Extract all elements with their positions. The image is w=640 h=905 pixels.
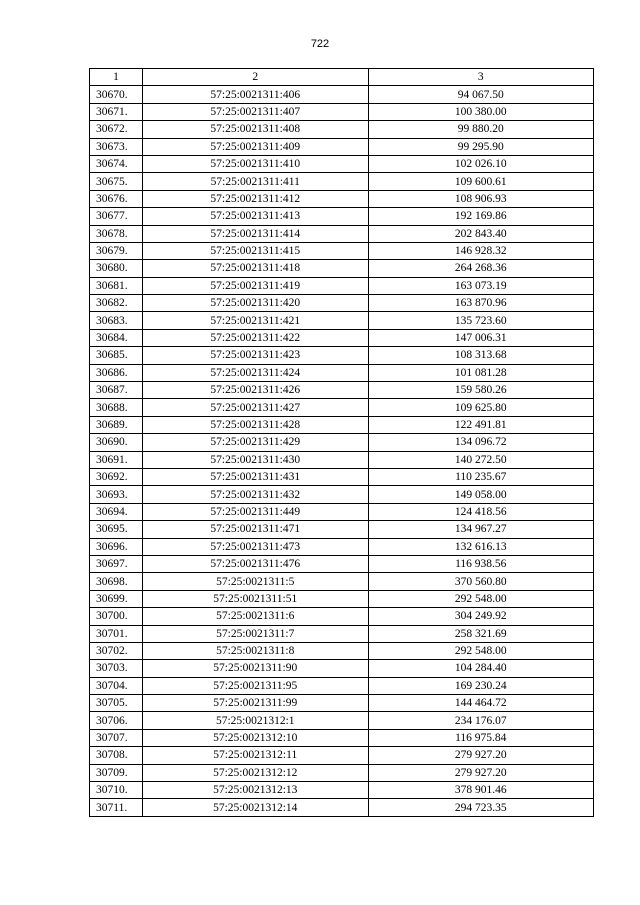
cadastral-number-cell: 57:25:0021311:412 <box>142 190 368 207</box>
cadastral-number-cell: 57:25:0021311:411 <box>142 173 368 190</box>
cadastral-value-cell: 134 096.72 <box>368 434 593 451</box>
cadastral-value-cell: 192 169.86 <box>368 208 593 225</box>
row-index-cell: 30690. <box>90 434 143 451</box>
cadastral-number-cell: 57:25:0021311:5 <box>142 573 368 590</box>
cadastral-value-cell: 124 418.56 <box>368 503 593 520</box>
cadastral-value-cell: 163 870.96 <box>368 295 593 312</box>
table-row <box>90 138 594 155</box>
table-row <box>90 225 594 242</box>
table-body <box>90 69 594 817</box>
row-index-cell: 30695. <box>90 521 143 538</box>
table-row <box>90 382 594 399</box>
row-index-cell: 30673. <box>90 138 143 155</box>
table-row <box>90 660 594 677</box>
row-index-cell: 30687. <box>90 382 143 399</box>
cadastral-number-cell: 57:25:0021311:431 <box>142 468 368 485</box>
cadastral-number-cell: 57:25:0021311:421 <box>142 312 368 329</box>
row-index-cell: 30678. <box>90 225 143 242</box>
table-row <box>90 277 594 294</box>
cadastral-value-cell: 370 560.80 <box>368 573 593 590</box>
row-index-cell: 30708. <box>90 747 143 764</box>
cadastral-value-cell: 110 235.67 <box>368 468 593 485</box>
cadastral-value-cell: 134 967.27 <box>368 521 593 538</box>
row-index-cell: 30707. <box>90 729 143 746</box>
table-row <box>90 608 594 625</box>
cadastral-number-cell: 57:25:0021311:476 <box>142 555 368 572</box>
table-row <box>90 103 594 120</box>
table-row <box>90 486 594 503</box>
cadastral-number-cell: 57:25:0021311:426 <box>142 382 368 399</box>
row-index-cell: 30691. <box>90 451 143 468</box>
table-row <box>90 677 594 694</box>
table-row <box>90 712 594 729</box>
cadastral-value-cell: 279 927.20 <box>368 764 593 781</box>
cadastral-value-cell: 163 073.19 <box>368 277 593 294</box>
cadastral-number-cell: 57:25:0021311:428 <box>142 416 368 433</box>
row-index-cell: 30672. <box>90 121 143 138</box>
table-row <box>90 242 594 259</box>
cadastral-value-cell: 122 491.81 <box>368 416 593 433</box>
cadastral-value-cell: 116 938.56 <box>368 555 593 572</box>
table-row <box>90 729 594 746</box>
cadastral-value-cell: 140 272.50 <box>368 451 593 468</box>
table-row <box>90 190 594 207</box>
row-index-cell: 30684. <box>90 329 143 346</box>
cadastral-number-cell: 57:25:0021311:414 <box>142 225 368 242</box>
table-row <box>90 573 594 590</box>
column-header-value: 3 <box>368 69 593 86</box>
cadastral-number-cell: 57:25:0021311:419 <box>142 277 368 294</box>
row-index-cell: 30680. <box>90 260 143 277</box>
cadastral-number-cell: 57:25:0021311:422 <box>142 329 368 346</box>
row-index-cell: 30675. <box>90 173 143 190</box>
row-index-cell: 30711. <box>90 799 143 816</box>
row-index-cell: 30706. <box>90 712 143 729</box>
row-index-cell: 30692. <box>90 468 143 485</box>
table-row <box>90 399 594 416</box>
cadastral-value-cell: 116 975.84 <box>368 729 593 746</box>
cadastral-value-cell: 264 268.36 <box>368 260 593 277</box>
cadastral-number-cell: 57:25:0021311:95 <box>142 677 368 694</box>
cadastral-value-cell: 147 006.31 <box>368 329 593 346</box>
cadastral-number-cell: 57:25:0021311:90 <box>142 660 368 677</box>
cadastral-number-cell: 57:25:0021311:473 <box>142 538 368 555</box>
table-row <box>90 347 594 364</box>
table-row <box>90 86 594 103</box>
table-row <box>90 364 594 381</box>
table-row <box>90 451 594 468</box>
cadastral-value-cell: 292 548.00 <box>368 642 593 659</box>
row-index-cell: 30686. <box>90 364 143 381</box>
cadastral-value-table <box>89 68 594 817</box>
cadastral-number-cell: 57:25:0021311:407 <box>142 103 368 120</box>
cadastral-number-cell: 57:25:0021311:429 <box>142 434 368 451</box>
table-row <box>90 295 594 312</box>
cadastral-number-cell: 57:25:0021311:408 <box>142 121 368 138</box>
row-index-cell: 30701. <box>90 625 143 642</box>
cadastral-number-cell: 57:25:0021312:12 <box>142 764 368 781</box>
row-index-cell: 30702. <box>90 642 143 659</box>
row-index-cell: 30681. <box>90 277 143 294</box>
cadastral-number-cell: 57:25:0021311:471 <box>142 521 368 538</box>
row-index-cell: 30698. <box>90 573 143 590</box>
cadastral-value-cell: 202 843.40 <box>368 225 593 242</box>
cadastral-value-cell: 100 380.00 <box>368 103 593 120</box>
cadastral-number-cell: 57:25:0021311:410 <box>142 155 368 172</box>
table-row <box>90 468 594 485</box>
cadastral-value-cell: 109 600.61 <box>368 173 593 190</box>
cadastral-number-cell: 57:25:0021311:413 <box>142 208 368 225</box>
row-index-cell: 30697. <box>90 555 143 572</box>
table-row <box>90 312 594 329</box>
table-row <box>90 173 594 190</box>
cadastral-value-cell: 108 906.93 <box>368 190 593 207</box>
row-index-cell: 30683. <box>90 312 143 329</box>
cadastral-number-cell: 57:25:0021311:6 <box>142 608 368 625</box>
table-row <box>90 416 594 433</box>
cadastral-value-cell: 144 464.72 <box>368 695 593 712</box>
cadastral-number-cell: 57:25:0021312:14 <box>142 799 368 816</box>
cadastral-value-cell: 149 058.00 <box>368 486 593 503</box>
row-index-cell: 30685. <box>90 347 143 364</box>
table-row <box>90 642 594 659</box>
cadastral-number-cell: 57:25:0021311:423 <box>142 347 368 364</box>
cadastral-number-cell: 57:25:0021311:424 <box>142 364 368 381</box>
cadastral-value-cell: 234 176.07 <box>368 712 593 729</box>
page-number: 722 <box>310 38 330 50</box>
cadastral-number-cell: 57:25:0021311:449 <box>142 503 368 520</box>
table-row <box>90 538 594 555</box>
cadastral-number-cell: 57:25:0021312:10 <box>142 729 368 746</box>
table-row <box>90 503 594 520</box>
cadastral-number-cell: 57:25:0021311:8 <box>142 642 368 659</box>
table-row <box>90 590 594 607</box>
table-row <box>90 260 594 277</box>
cadastral-number-cell: 57:25:0021311:99 <box>142 695 368 712</box>
cadastral-number-cell: 57:25:0021312:11 <box>142 747 368 764</box>
cadastral-value-cell: 132 616.13 <box>368 538 593 555</box>
cadastral-value-cell: 292 548.00 <box>368 590 593 607</box>
row-index-cell: 30704. <box>90 677 143 694</box>
table-header-row <box>90 69 594 86</box>
cadastral-number-cell: 57:25:0021311:418 <box>142 260 368 277</box>
table-row <box>90 329 594 346</box>
table-row <box>90 782 594 799</box>
cadastral-number-cell: 57:25:0021311:406 <box>142 86 368 103</box>
cadastral-value-cell: 94 067.50 <box>368 86 593 103</box>
cadastral-number-cell: 57:25:0021312:1 <box>142 712 368 729</box>
cadastral-number-cell: 57:25:0021311:420 <box>142 295 368 312</box>
row-index-cell: 30693. <box>90 486 143 503</box>
cadastral-number-cell: 57:25:0021311:432 <box>142 486 368 503</box>
table-row <box>90 747 594 764</box>
row-index-cell: 30700. <box>90 608 143 625</box>
row-index-cell: 30674. <box>90 155 143 172</box>
table-row <box>90 208 594 225</box>
cadastral-value-cell: 159 580.26 <box>368 382 593 399</box>
cadastral-value-cell: 304 249.92 <box>368 608 593 625</box>
cadastral-value-cell: 378 901.46 <box>368 782 593 799</box>
row-index-cell: 30682. <box>90 295 143 312</box>
cadastral-number-cell: 57:25:0021311:409 <box>142 138 368 155</box>
row-index-cell: 30670. <box>90 86 143 103</box>
row-index-cell: 30677. <box>90 208 143 225</box>
row-index-cell: 30710. <box>90 782 143 799</box>
cadastral-value-cell: 109 625.80 <box>368 399 593 416</box>
row-index-cell: 30689. <box>90 416 143 433</box>
cadastral-value-cell: 102 026.10 <box>368 155 593 172</box>
cadastral-value-cell: 108 313.68 <box>368 347 593 364</box>
cadastral-value-cell: 279 927.20 <box>368 747 593 764</box>
table-row <box>90 434 594 451</box>
cadastral-value-cell: 294 723.35 <box>368 799 593 816</box>
cadastral-value-cell: 99 880.20 <box>368 121 593 138</box>
row-index-cell: 30709. <box>90 764 143 781</box>
row-index-cell: 30696. <box>90 538 143 555</box>
table-row <box>90 521 594 538</box>
cadastral-value-cell: 101 081.28 <box>368 364 593 381</box>
table-row <box>90 155 594 172</box>
row-index-cell: 30703. <box>90 660 143 677</box>
row-index-cell: 30676. <box>90 190 143 207</box>
row-index-cell: 30699. <box>90 590 143 607</box>
cadastral-number-cell: 57:25:0021311:427 <box>142 399 368 416</box>
table-row <box>90 799 594 816</box>
table-row <box>90 695 594 712</box>
cadastral-value-cell: 169 230.24 <box>368 677 593 694</box>
table-row <box>90 625 594 642</box>
cadastral-value-cell: 135 723.60 <box>368 312 593 329</box>
cadastral-value-cell: 99 295.90 <box>368 138 593 155</box>
row-index-cell: 30705. <box>90 695 143 712</box>
row-index-cell: 30688. <box>90 399 143 416</box>
row-index-cell: 30694. <box>90 503 143 520</box>
cadastral-value-cell: 258 321.69 <box>368 625 593 642</box>
cadastral-value-cell: 146 928.32 <box>368 242 593 259</box>
cadastral-number-cell: 57:25:0021311:51 <box>142 590 368 607</box>
table-row <box>90 764 594 781</box>
cadastral-number-cell: 57:25:0021312:13 <box>142 782 368 799</box>
row-index-cell: 30671. <box>90 103 143 120</box>
cadastral-number-cell: 57:25:0021311:7 <box>142 625 368 642</box>
row-index-cell: 30679. <box>90 242 143 259</box>
table-row <box>90 121 594 138</box>
cadastral-number-cell: 57:25:0021311:430 <box>142 451 368 468</box>
column-header-index: 1 <box>90 69 143 86</box>
cadastral-value-cell: 104 284.40 <box>368 660 593 677</box>
column-header-cadastral-number: 2 <box>142 69 368 86</box>
cadastral-number-cell: 57:25:0021311:415 <box>142 242 368 259</box>
table-row <box>90 555 594 572</box>
